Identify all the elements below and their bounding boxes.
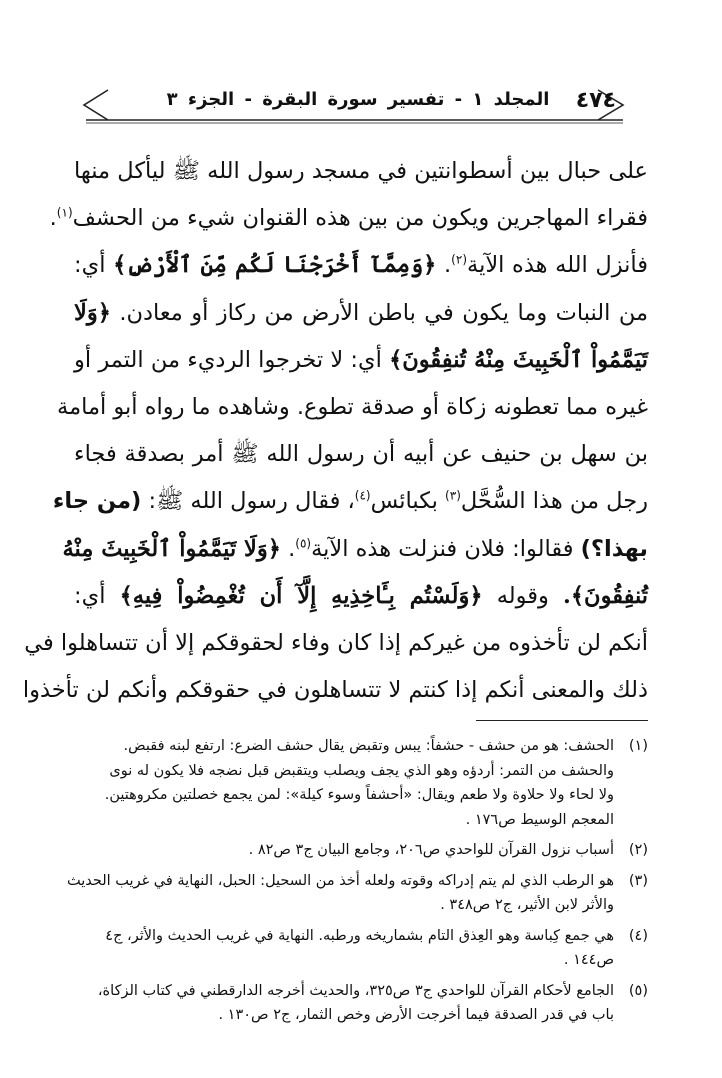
footnote-number: (٥) xyxy=(628,982,648,999)
footnote-line: هو الرطب الذي لم يتم إدراكه وقوته ولعله أخذ من السحيل: الحبل، النهاية في غريب الحديث xyxy=(67,872,614,889)
footnote-line: ص١٤٤ . xyxy=(563,952,614,968)
footnote-number: (٢) xyxy=(628,842,648,858)
footnote-line: باب في قدر الصدقة فيما أخرجت الأرض وخص الثمار، ج٢ ص١٣٠ . xyxy=(218,1007,614,1023)
title-separator: - xyxy=(244,89,252,110)
footnote-ref[interactable]: (١) xyxy=(56,205,73,220)
footnote-line: المعجم الوسيط ص١٧٦ . xyxy=(465,811,614,828)
quran-verse: تُنفِقُونَ﴾. xyxy=(563,582,649,609)
footnote-2 xyxy=(74,838,648,863)
footnotes xyxy=(67,734,648,1034)
quran-verse: ﴿وَلَا تَيَمَّمُواْ ٱلْخَبِيثَ مِنْهُ xyxy=(62,535,281,562)
footnote-line: والحشف من التمر: أردؤه وهو الذي يجف ويصلب ويتقبض قبل نضجه فلا يكون له نوى xyxy=(109,762,614,779)
running-title xyxy=(78,89,638,110)
text-line: تَيَمَّمُواْ ٱلْخَبِيثَ مِنْهُ تُنفِقُونَ﴾ أي: لا تخرجوا الرديء من التمر أو xyxy=(74,346,648,373)
text-line: بهذا؟) فقالوا: فلان فنزلت هذه الآية$^{(٥)}$. ﴿وَلَا تَيَمَّمُواْ ٱلْخَبِيثَ مِنْهُ xyxy=(62,535,648,562)
text-line: فأنزل الله هذه الآية$^{(٢)}$. ﴿وَمِمَّآ أَخْرَجْنَا لَكُم مِّنَ ٱلْأَرْضِ﴾ أي: xyxy=(74,252,649,279)
footnote-line: الجامع لأحكام القرآن للواحدي ج٣ ص٣٢٥، والحديث أخرجه الدارقطني في كتاب الزكاة، xyxy=(97,982,614,999)
volume-label: المجلد ١ xyxy=(472,89,550,110)
text-line: تُنفِقُونَ﴾. وقوله ﴿وَلَسْتُم بِـَٔاخِذِيهِ إِلَّآ أَن تُغْمِضُواْ فِيهِ﴾ أي: xyxy=(74,582,649,609)
quran-verse: تَيَمَّمُواْ ٱلْخَبِيثَ مِنْهُ تُنفِقُونَ﴾ xyxy=(389,346,648,373)
text-line: بن سهل بن حنيف عن أبيه أن رسول الله ﷺ أمر بصدقة فجاء xyxy=(74,441,648,468)
text-line: على حبال بين أسطوانتين في مسجد رسول الله ﷺ ليأكل منها xyxy=(74,158,648,184)
footnote-line: والأثر لابن الأثير، ج٢ ص٣٤٨ . xyxy=(440,897,614,913)
text-line: ذلك والمعنى أنكم إذا كنتم لا تتساهلون في حقوقكم وأنكم لن تأخذوا xyxy=(22,677,648,704)
footnote-ref[interactable]: (٤) xyxy=(354,488,371,503)
text-line: رجل من هذا السُّحَّل$^{(٣)}$ بكبائس$^{(٤)}$، فقال رسول الله ﷺ: (من جاء xyxy=(52,488,648,515)
text-line: من النبات وما يكون في باطن الأرض من ركاز أو معادن. ﴿وَلَا xyxy=(74,299,648,326)
footnote-line: الحشف: هو من حشف - حشفاً: يبس وتقبض يقال حشف الضرع: ارتفع لبنه فقبض. xyxy=(123,738,614,754)
page-header xyxy=(78,76,638,134)
footnote-1 xyxy=(74,734,648,832)
footnote-line: ولا لحاء ولا حلاوة ولا طعم ويقال: «أحشفاً وسوء كيلة»: لمن يجمع خصلتين مكروهتين. xyxy=(104,787,614,803)
footnote-number: (١) xyxy=(628,738,648,754)
quran-verse: ﴿وَلَا xyxy=(74,299,111,326)
footnote-3 xyxy=(67,869,648,918)
hadith-quote: بهذا؟) xyxy=(580,535,648,562)
footnote-number: (٣) xyxy=(628,872,648,889)
footnote-divider xyxy=(476,720,648,721)
footnote-4 xyxy=(74,924,648,973)
footnote-5 xyxy=(74,979,648,1028)
surah-title: تفسير سورة البقرة xyxy=(262,89,445,110)
quran-verse: ﴿وَلَسْتُم بِـَٔاخِذِيهِ إِلَّآ أَن تُغْمِضُواْ فِيهِ﴾ xyxy=(119,582,483,609)
title-separator: - xyxy=(454,89,463,110)
hadith-quote: (من جاء xyxy=(52,488,142,515)
footnote-line: أسباب نزول القرآن للواحدي ص٢٠٦، وجامع البيان ج٣ ص٨٢ . xyxy=(248,842,614,858)
footnote-ref[interactable]: (٢) xyxy=(451,252,467,267)
footnote-line: هي جمع كِباسة وهو العِذق التام بشماريخه ورطبه. النهاية في غريب الحديث والأثر، ج٤ xyxy=(105,927,614,944)
footnote-ref[interactable]: (٥) xyxy=(295,536,312,550)
footnote-ref[interactable]: (٣) xyxy=(445,488,461,503)
main-text xyxy=(22,148,649,714)
page-number: ٤٧٤ xyxy=(575,88,616,113)
part-label: الجزء ٣ xyxy=(166,89,235,110)
text-line: فقراء المهاجرين ويكون من بين هذه القنوان شيء من الحشف$^{(١)}$. xyxy=(49,205,648,232)
quran-verse: ﴿وَمِمَّآ أَخْرَجْنَا لَكُم مِّنَ ٱلْأَرْضِ﴾ xyxy=(113,252,437,279)
footnote-number: (٤) xyxy=(628,927,648,944)
text-line: أنكم لن تأخذوه من غيركم إذا كان وفاء لحقوقكم إلا أن تتساهلوا في xyxy=(24,629,648,656)
text-line: غيره مما تعطونه زكاة أو صدقة تطوع. وشاهده ما رواه أبو أمامة xyxy=(57,393,648,420)
